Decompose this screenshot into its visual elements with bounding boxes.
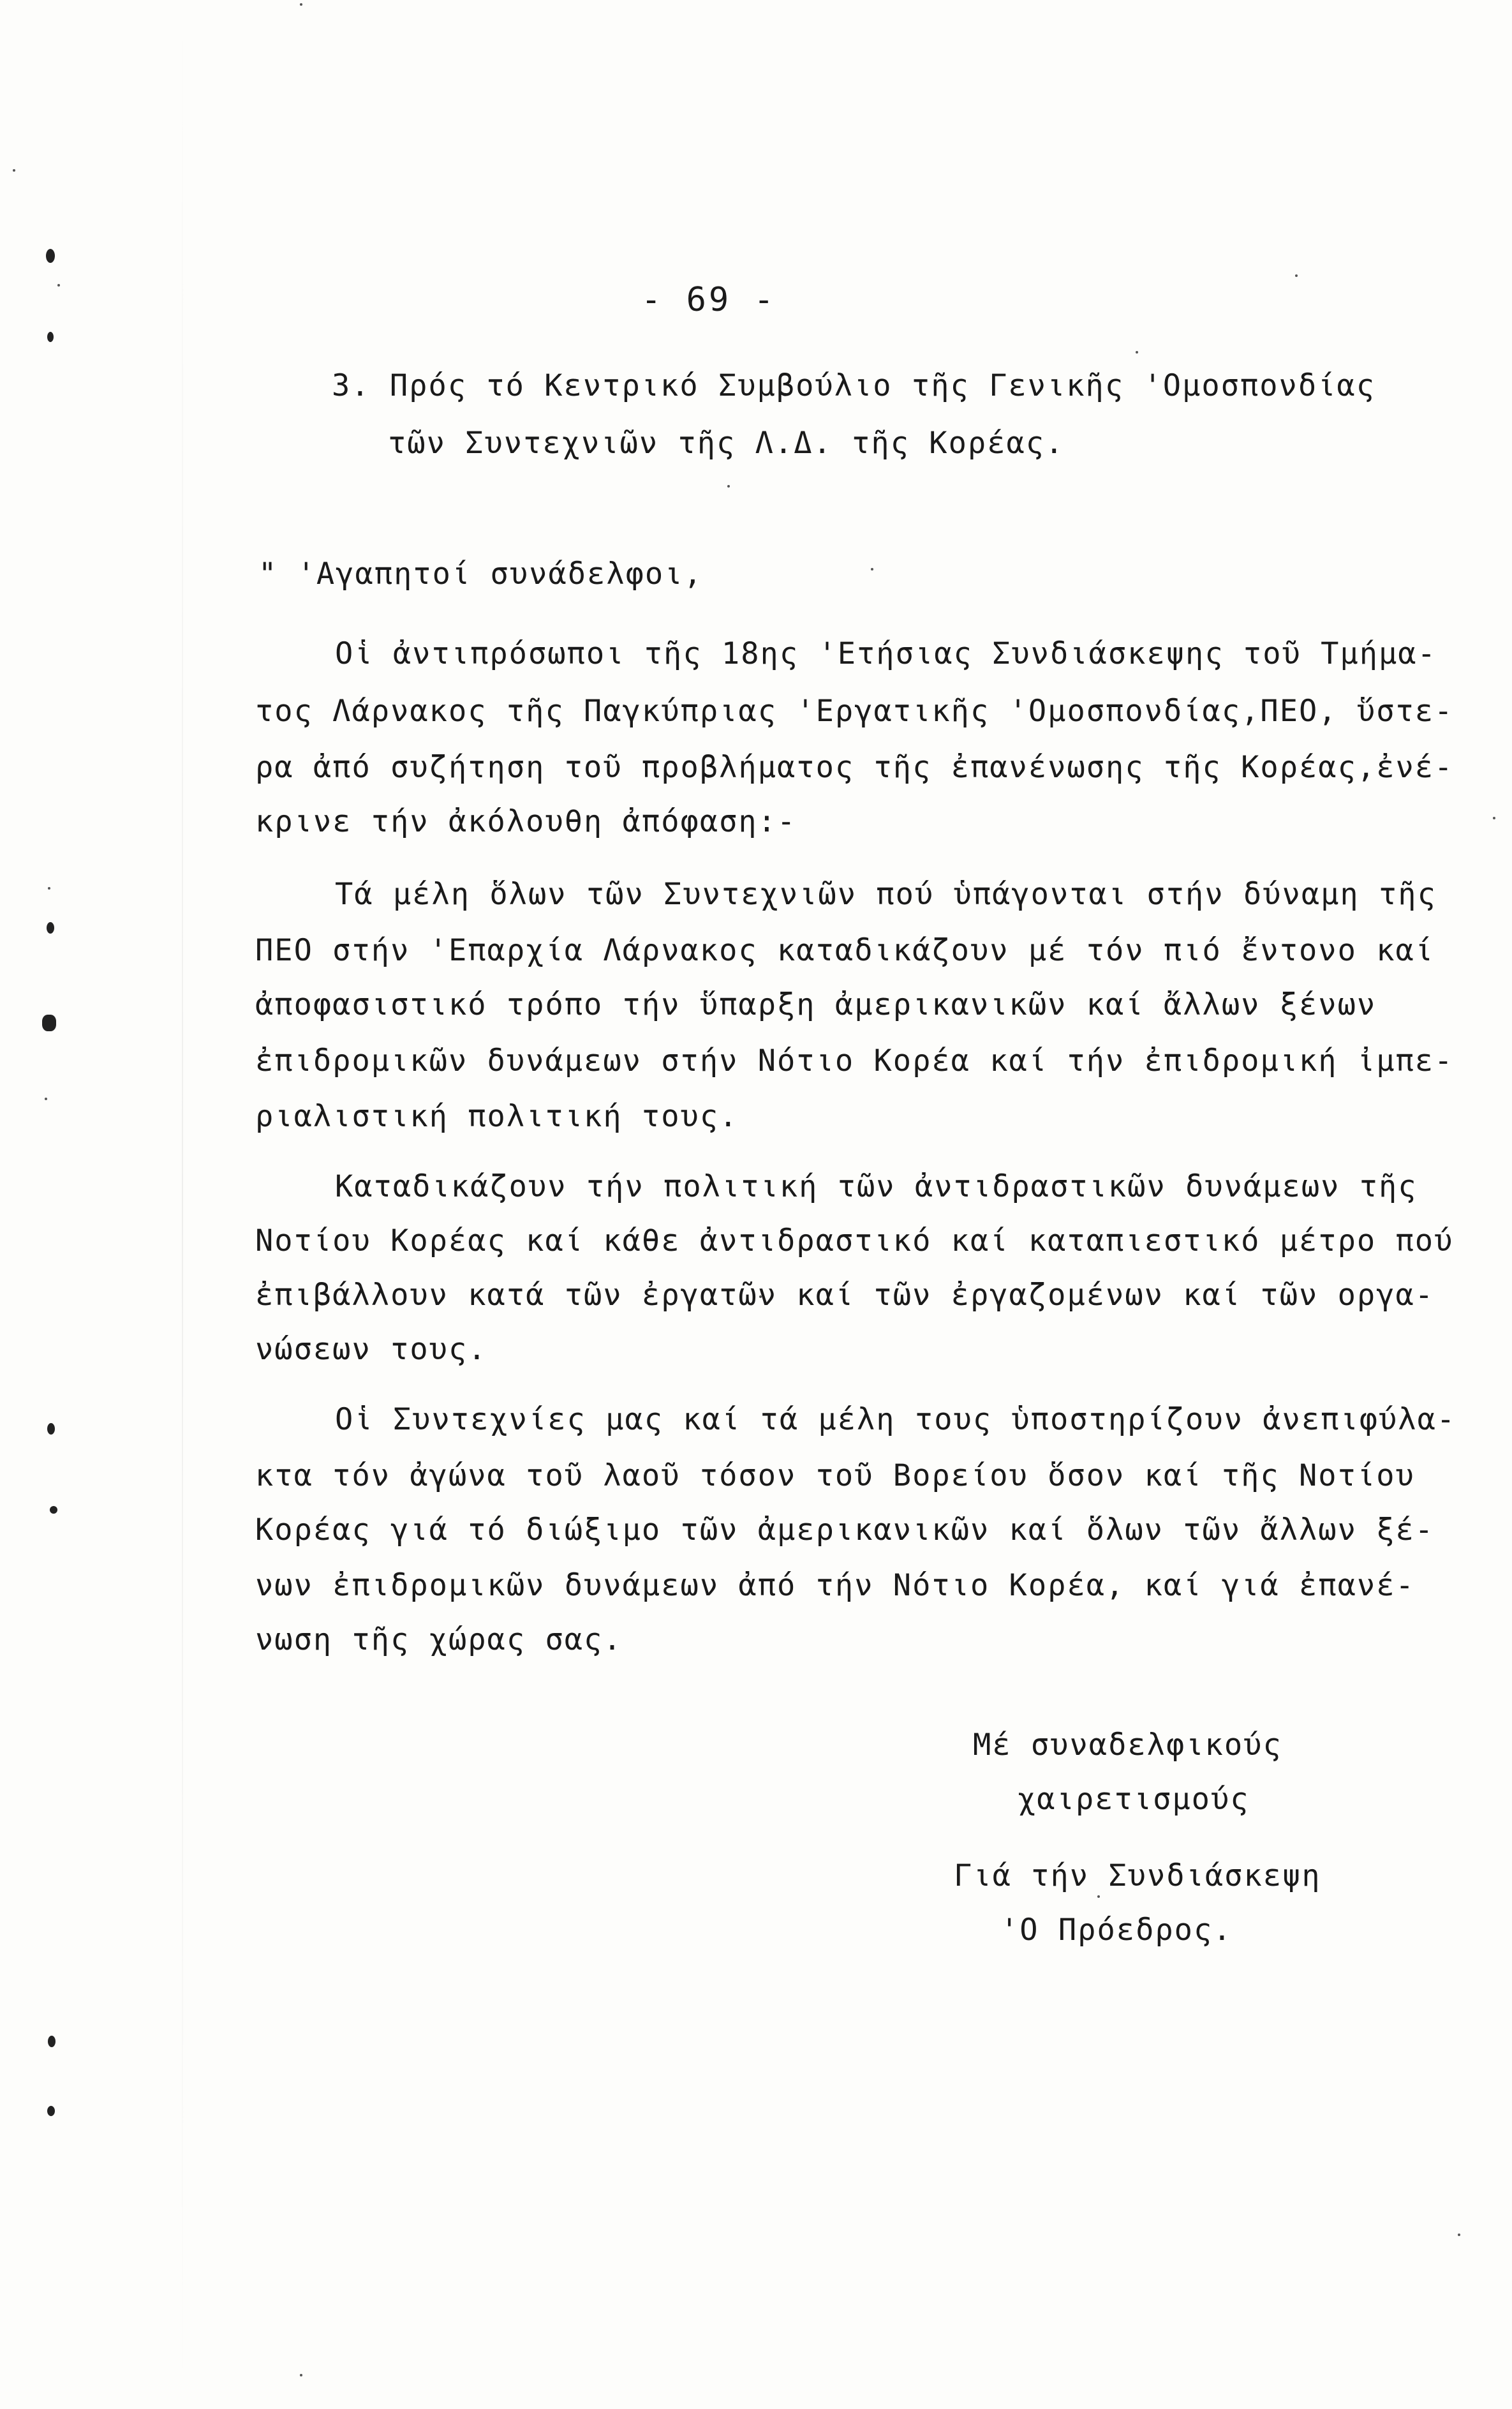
paragraph-line: Καταδικάζουν τήν πολιτική τῶν ἀντιδραστικῶν δυνάμεων τῆς	[335, 1169, 1418, 1204]
speck	[13, 169, 15, 172]
speck	[300, 2374, 302, 2376]
paragraph-line: Οἱ Συντεχνίες μας καί τά μέλη τους ὑποστηρίζουν ἀνεπιφύλα-	[335, 1402, 1456, 1437]
paragraph-line: νώσεων τους.	[255, 1332, 487, 1367]
speck	[1493, 817, 1495, 819]
speck	[1458, 2234, 1460, 2236]
speck	[1295, 274, 1298, 277]
recipient-line-2: τῶν Συντεχνιῶν τῆς Λ.Δ. τῆς Κορέας.	[388, 426, 1065, 461]
margin-mark	[47, 2106, 55, 2116]
speck	[45, 1098, 47, 1100]
speck	[871, 568, 873, 571]
paragraph-line: ἀποφασιστικό τρόπο τήν ὕπαρξη ἀμερικανικῶν καί ἄλλων ξένων	[255, 987, 1377, 1022]
closing-line-1: Μέ συναδελφικούς	[973, 1727, 1282, 1763]
margin-mark	[48, 2036, 56, 2047]
closing-line-3: Γιά τήν Συνδιάσκεψη	[954, 1858, 1321, 1893]
margin-mark	[47, 922, 54, 934]
speck	[48, 887, 50, 890]
salutation: " 'Αγαπητοί συνάδελφοι,	[258, 556, 703, 592]
speck	[57, 284, 60, 287]
margin-mark	[42, 1015, 56, 1031]
closing-line-2: χαιρετισμούς	[1018, 1782, 1250, 1817]
paragraph-line: ἐπιβάλλουν κατά τῶν ἐργατῶν καί τῶν ἐργαζομένων καί τῶν οργα-	[255, 1278, 1435, 1313]
paragraph-line: Οἱ ἀντιπρόσωποι τῆς 18ης 'Ετήσιας Συνδιάσκεψης τοῦ Τμήμα-	[335, 636, 1437, 671]
paragraph-line: Τά μέλη ὅλων τῶν Συντεχνιῶν πού ὑπάγονται στήν δύναμη τῆς	[335, 877, 1437, 912]
page-number: - 69 -	[641, 281, 776, 319]
paragraph-line: ἐπιδρομικῶν δυνάμεων στήν Νότιο Κορέα καί τήν ἐπιδρομική ἰμπε-	[255, 1043, 1454, 1078]
paragraph-line: κτα τόν ἀγώνα τοῦ λαοῦ τόσον τοῦ Βορείου ὅσον καί τῆς Νοτίου	[255, 1458, 1415, 1493]
paragraph-line: ΠΕΟ στήν 'Επαρχία Λάρνακος καταδικάζουν μέ τόν πιό ἔντονο καί	[255, 933, 1435, 968]
speck	[1097, 1895, 1100, 1898]
paragraph-line: τος Λάρνακος τῆς Παγκύπριας 'Εργατικῆς 'Ομοσπονδίας,ΠΕΟ, ὕστε-	[255, 694, 1454, 729]
paragraph-line: κρινε τήν ἀκόλουθη ἀπόφαση:-	[255, 804, 797, 839]
margin-mark	[47, 1423, 55, 1435]
margin-mark	[46, 249, 55, 263]
paragraph-line: Νοτίου Κορέας καί κάθε ἀντιδραστικό καί καταπιεστικό μέτρο πού	[255, 1223, 1454, 1258]
margin-mark	[47, 332, 54, 342]
recipient-line-1: 3. Πρός τό Κεντρικό Συμβούλιο τῆς Γενικῆς 'Ομοσπονδίας	[332, 368, 1376, 403]
speck	[1136, 351, 1138, 354]
paragraph-line: νων ἐπιδρομικῶν δυνάμεων ἀπό τήν Νότιο Κορέα, καί γιά ἐπανέ-	[255, 1568, 1415, 1603]
speck	[300, 3, 302, 6]
paragraph-line: ρα ἀπό συζήτηση τοῦ προβλήματος τῆς ἐπανένωσης τῆς Κορέας,ἐνέ-	[255, 750, 1454, 785]
page-fold-line	[182, 0, 183, 2409]
paragraph-line: Κορέας γιά τό διώξιμο τῶν ἀμερικανικῶν καί ὅλων τῶν ἄλλων ξέ-	[255, 1512, 1435, 1548]
margin-mark	[50, 1506, 57, 1514]
closing-line-4: 'Ο Πρόεδρος.	[1000, 1913, 1233, 1948]
paragraph-line: νωση τῆς χώρας σας.	[255, 1622, 623, 1657]
paragraph-line: ριαλιστική πολιτική τους.	[255, 1099, 739, 1134]
speck	[727, 485, 730, 488]
